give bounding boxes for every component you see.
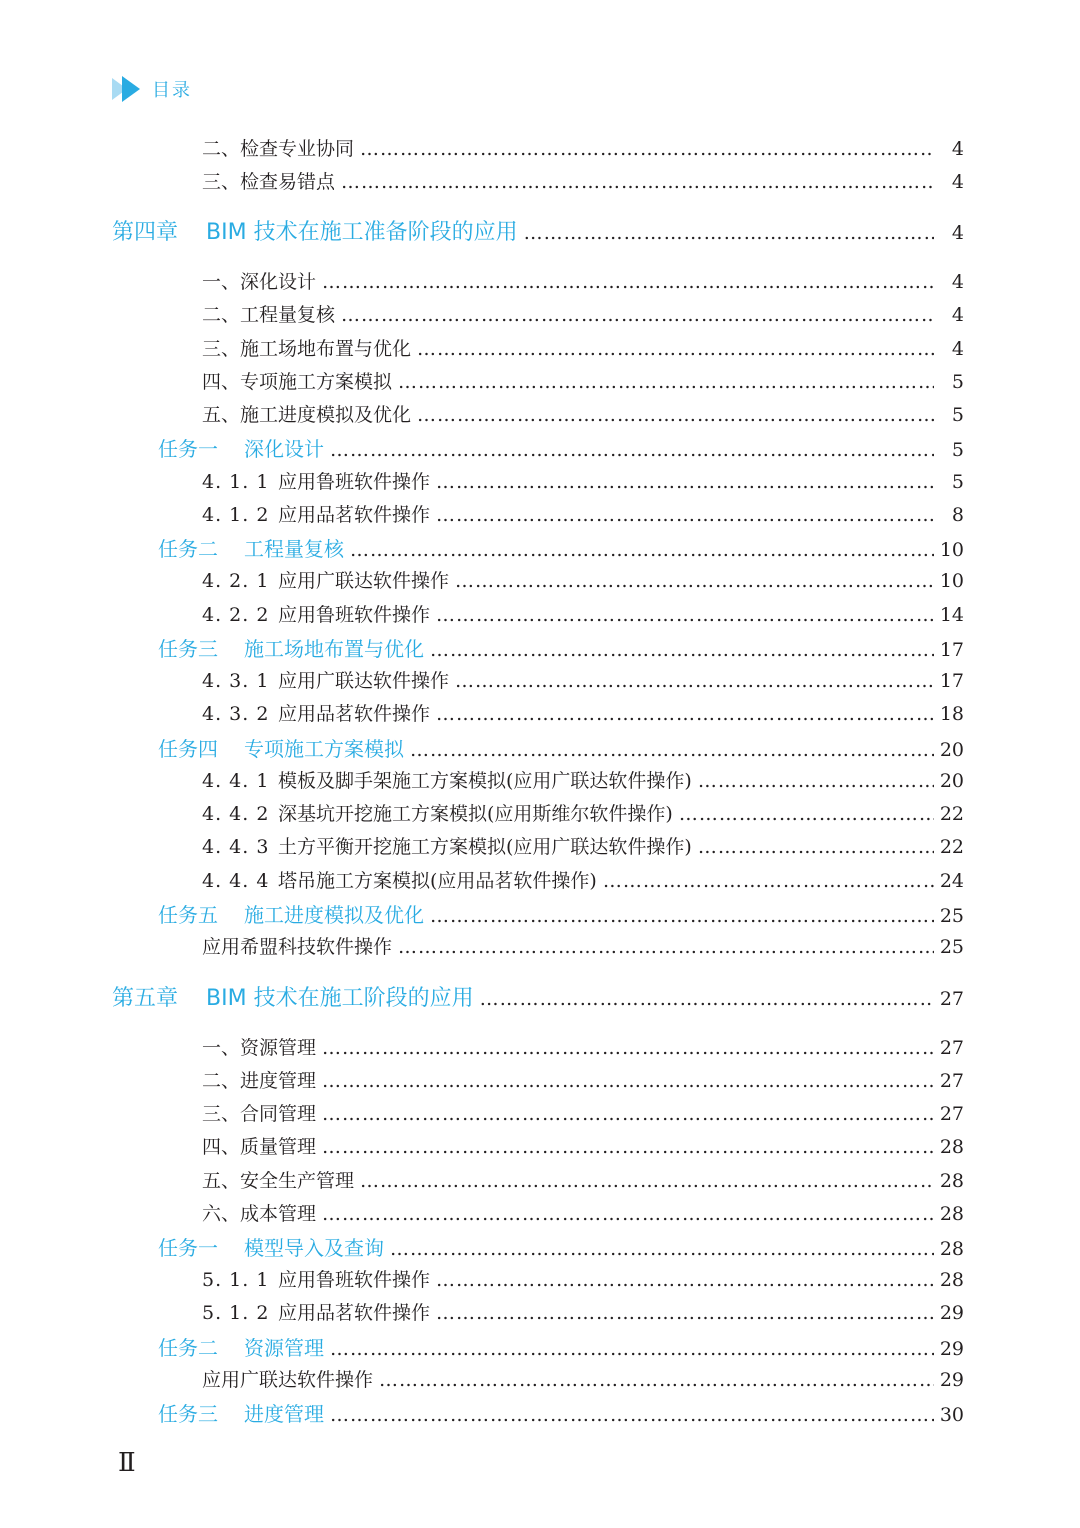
toc-entry-number: 5. 1. 1 [202,1269,270,1291]
dot-leader [330,437,934,461]
dot-leader [398,936,934,958]
dot-leader [341,304,934,326]
toc-entry-page: 4 [951,138,964,160]
toc-entry-label: 五、施工进度模拟及优化 [202,404,412,426]
toc-entry-label: 应用鲁班软件操作 [278,1269,431,1291]
dot-leader [360,1170,934,1192]
toc-entry-page: 27 [939,1037,964,1059]
toc-entry-page: 28 [939,1238,964,1260]
dot-leader [330,1402,934,1426]
toc-entry-page: 22 [939,836,964,858]
toc-entry-sec[interactable] [202,1033,964,1060]
dot-leader [436,1269,934,1291]
dot-leader [322,271,934,293]
toc-entry-page: 29 [939,1302,964,1324]
toc-entry-label: 三、检查易错点 [202,171,336,193]
toc-entry-sec[interactable] [202,167,964,194]
dot-leader [436,1302,934,1324]
toc-entry-page: 5 [951,371,964,393]
toc-entry-label: BIM 技术在施工准备阶段的应用 [206,220,518,245]
toc-entry-page: 27 [939,1070,964,1092]
toc-entry-label: 应用广联达软件操作 [278,570,450,592]
toc-entry-page: 28 [939,1170,964,1192]
dot-leader [410,737,934,761]
toc-entry-number: 第五章 [112,986,179,1011]
toc-entry-sec[interactable] [202,367,964,394]
toc-entry-page: 24 [939,870,964,892]
toc-entry-number: 任务一 [158,437,218,461]
toc-entry-page: 14 [939,604,964,626]
dot-leader [417,404,934,426]
toc-entry-sub[interactable] [202,1298,964,1325]
toc-entry-page: 20 [939,770,964,792]
toc-entry-sec[interactable] [202,932,964,959]
toc-entry-label: 深化设计 [244,437,324,461]
toc-entry-label: 施工进度模拟及优化 [244,903,424,927]
page-title: 目录 [152,80,192,101]
toc-entry-number: 5. 1. 2 [202,1302,270,1324]
toc-entry-label: 应用品茗软件操作 [278,504,431,526]
dot-leader [455,570,934,592]
toc-entry-chapter[interactable] [112,981,964,1012]
toc-entry-sub[interactable] [202,766,964,793]
toc-entry-page: 28 [939,1136,964,1158]
toc-entry-task[interactable] [158,1332,964,1361]
toc-entry-label: 应用品茗软件操作 [278,703,431,725]
toc-entry-page: 5 [951,404,964,426]
toc-entry-sec[interactable] [202,1132,964,1159]
toc-entry-number: 4. 4. 3 [202,836,270,858]
toc-entry-sec[interactable] [202,1199,964,1226]
dot-leader [322,1136,934,1158]
toc-entry-page: 10 [939,570,964,592]
toc-entry-page: 28 [939,1203,964,1225]
toc-entry-number: 任务四 [158,737,218,761]
toc-entry-page: 4 [951,304,964,326]
dot-leader [679,803,934,825]
dot-leader [455,670,934,692]
toc-entry-page: 5 [951,471,964,493]
toc-entry-label: 塔吊施工方案模拟(应用品茗软件操作) [278,870,597,892]
toc-entry-page: 17 [939,639,964,661]
dot-leader [322,1103,934,1125]
toc-entry-number: 4. 2. 2 [202,604,270,626]
toc-entry-task[interactable] [158,433,964,462]
toc-entry-label: 应用鲁班软件操作 [278,471,431,493]
toc-entry-label: 应用广联达软件操作 [278,670,450,692]
dot-leader [341,171,934,193]
toc-entry-page: 4 [951,222,964,244]
dot-leader [430,903,934,927]
toc-entry-task[interactable] [158,533,964,562]
dot-leader [360,138,934,160]
page-number: Ⅱ [118,1448,136,1478]
toc-entry-label: 二、进度管理 [202,1070,317,1092]
toc-entry-page: 30 [939,1404,964,1426]
toc-entry-number: 4. 3. 1 [202,670,270,692]
toc-entry-number: 4. 2. 1 [202,570,270,592]
toc-entry-page: 4 [951,171,964,193]
toc-entry-page: 25 [939,936,964,958]
toc-entry-sec[interactable] [202,1166,964,1193]
toc-entry-label: 一、深化设计 [202,271,317,293]
toc-entry-label: 资源管理 [244,1336,324,1360]
toc-entry-sub[interactable] [202,500,964,527]
toc-entry-sub[interactable] [202,832,964,859]
toc-entry-label: 模板及脚手架施工方案模拟(应用广联达软件操作) [278,770,692,792]
toc-entry-task[interactable] [158,1232,964,1261]
toc-entry-number: 4. 4. 1 [202,770,270,792]
toc-entry-page: 5 [951,439,964,461]
toc-entry-label: 一、资源管理 [202,1037,317,1059]
toc-entry-label: 专项施工方案模拟 [244,737,404,761]
toc-entry-sub[interactable] [202,566,964,593]
dot-leader [480,986,934,1011]
toc-entry-page: 18 [939,703,964,725]
dot-leader [430,637,934,661]
toc-entry-sub[interactable] [202,799,964,826]
toc-entry-number: 任务一 [158,1236,218,1260]
dot-leader [698,770,934,792]
dot-leader [436,604,934,626]
dot-leader [698,836,934,858]
dot-leader [417,338,934,360]
toc-entry-label: 四、质量管理 [202,1136,317,1158]
toc-entry-label: 三、施工场地布置与优化 [202,338,412,360]
toc-entry-task[interactable] [158,1398,964,1427]
toc-entry-label: 应用希盟科技软件操作 [202,936,393,958]
toc-entry-label: 应用品茗软件操作 [278,1302,431,1324]
toc-entry-page: 20 [939,739,964,761]
toc-entry-page: 4 [951,338,964,360]
toc-entry-sec[interactable] [202,334,964,361]
toc-entry-page: 10 [939,539,964,561]
toc-entry-label: 工程量复核 [244,537,344,561]
toc-entry-task[interactable] [158,733,964,762]
toc-entry-label: 五、安全生产管理 [202,1170,355,1192]
toc-entry-number: 4. 4. 2 [202,803,270,825]
toc-entry-sec[interactable] [202,267,964,294]
toc-entry-label: 四、专项施工方案模拟 [202,371,393,393]
toc-entry-number: 任务二 [158,537,218,561]
toc-entry-number: 4. 1. 2 [202,504,270,526]
toc-entry-sec[interactable] [202,1066,964,1093]
toc-entry-page: 27 [939,1103,964,1125]
dot-leader [390,1236,934,1260]
toc-entry-number: 任务五 [158,903,218,927]
toc-entry-number: 4. 3. 2 [202,703,270,725]
dot-leader [322,1203,934,1225]
dot-leader [524,220,934,245]
toc-entry-task[interactable] [158,633,964,662]
toc-entry-label: 模型导入及查询 [244,1236,384,1260]
toc-entry-label: 深基坑开挖施工方案模拟(应用斯维尔软件操作) [278,803,673,825]
toc-entry-number: 任务三 [158,637,218,661]
toc-entry-sub[interactable] [202,1265,964,1292]
toc-entry-label: 应用鲁班软件操作 [278,604,431,626]
toc-entry-page: 8 [951,504,964,526]
toc-entry-page: 4 [951,271,964,293]
dot-leader [436,703,934,725]
toc-entry-number: 任务三 [158,1402,218,1426]
toc-entry-label: BIM 技术在施工阶段的应用 [206,986,474,1011]
toc-entry-sec[interactable] [202,1365,964,1392]
toc-entry-label: 二、检查专业协同 [202,138,355,160]
dot-leader [398,371,934,393]
toc-entry-label: 土方平衡开挖施工方案模拟(应用广联达软件操作) [278,836,692,858]
toc-entry-page: 22 [939,803,964,825]
toc-entry-sub[interactable] [202,699,964,726]
toc-entry-page: 27 [939,988,964,1010]
toc-entry-sec[interactable] [202,300,964,327]
toc-entry-sub[interactable] [202,666,964,693]
toc-entry-sec[interactable] [202,134,964,161]
toc-entry-label: 三、合同管理 [202,1103,317,1125]
toc-entry-label: 应用广联达软件操作 [202,1369,374,1391]
toc-entry-page: 25 [939,905,964,927]
toc-entry-number: 任务二 [158,1336,218,1360]
toc-entry-sub[interactable] [202,467,964,494]
dot-leader [322,1070,934,1092]
toc-entry-label: 二、工程量复核 [202,304,336,326]
toc-entry-number: 4. 4. 4 [202,870,270,892]
dot-leader [436,471,934,493]
toc-entry-page: 17 [939,670,964,692]
toc-entry-label: 六、成本管理 [202,1203,317,1225]
toc-entry-page: 29 [939,1369,964,1391]
toc-entry-sec[interactable] [202,1099,964,1126]
toc-entry-label: 进度管理 [244,1402,324,1426]
dot-leader [603,870,934,892]
dot-leader [350,537,934,561]
toc-entry-number: 第四章 [112,220,179,245]
toc-entry-chapter[interactable] [112,215,964,246]
dot-leader [436,504,934,526]
dot-leader [330,1336,934,1360]
dot-leader [322,1037,934,1059]
toc-entry-label: 施工场地布置与优化 [244,637,424,661]
toc-entry-sec[interactable] [202,400,964,427]
toc-entry-page: 29 [939,1338,964,1360]
toc-entry-page: 28 [939,1269,964,1291]
toc-entry-sub[interactable] [202,600,964,627]
toc-entry-sub[interactable] [202,866,964,893]
toc-entry-number: 4. 1. 1 [202,471,270,493]
toc-entry-task[interactable] [158,899,964,928]
dot-leader [379,1369,934,1391]
